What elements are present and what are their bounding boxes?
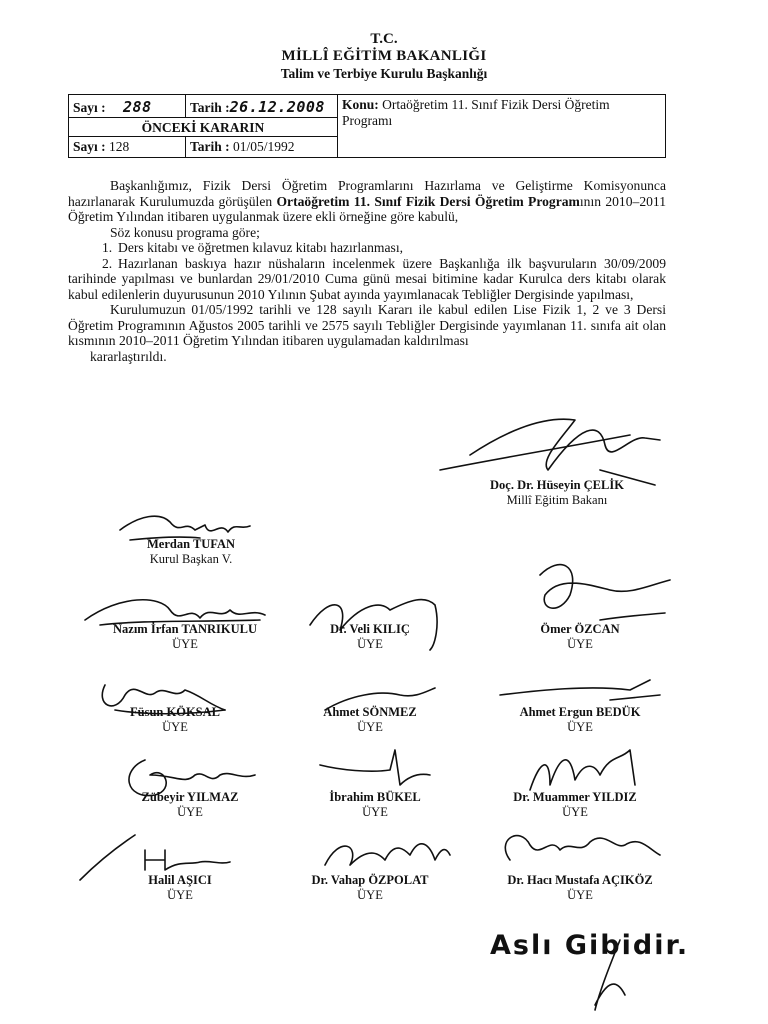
header-ministry: MİLLÎ EĞİTİM BAKANLIĞI bbox=[281, 48, 487, 64]
signatory-sonmez: Ahmet SÖNMEZ ÜYE bbox=[323, 705, 417, 734]
list-item-1: 1. Ders kitabı ve öğretmen kılavuz kitabı hazırlanması, bbox=[102, 240, 403, 255]
signatory-tanrikulu: Nazım İrfan TANRIKULU ÜYE bbox=[113, 622, 257, 651]
prev-sayi-label: Sayı : bbox=[73, 139, 106, 154]
certified-copy-stamp: Aslı Gibidir. bbox=[490, 930, 690, 961]
prev-sayi-cell bbox=[68, 136, 186, 158]
paragraph-3: Kurulumuzun 01/05/1992 tarihli ve 128 sayılı Kararı ile kabul edilen Lise Fizik 1, 2 ve 3 Dersi Öğretim Programının Ağustos 2005 tarihli ve 2575 sayılı Tebliğler Dergisinde yayımlanan 11. sınıfa ait olan kısmının 2010–2011 Öğretim Yılından itibaren uygulamadan kaldırılması bbox=[68, 302, 666, 348]
signatory-yildiz: Dr. Muammer YILDIZ ÜYE bbox=[513, 790, 637, 819]
prev-sayi-value: 128 bbox=[109, 139, 130, 154]
konu-cell bbox=[337, 94, 666, 158]
onceki-kararin-cell bbox=[68, 117, 338, 137]
signatory-ozcan: Ömer ÖZCAN ÜYE bbox=[540, 622, 620, 651]
signatory-koksal: Füsun KÖKSAL ÜYE bbox=[130, 705, 220, 734]
signatory-ozpolat: Dr. Vahap ÖZPOLAT ÜYE bbox=[311, 873, 429, 902]
paragraph-4: kararlaştırıldı. bbox=[90, 348, 167, 364]
header-tc: T.C. bbox=[370, 31, 398, 47]
header-board: Talim ve Terbiye Kurulu Başkanlığı bbox=[280, 66, 488, 81]
prev-tarih-value: 01/05/1992 bbox=[233, 139, 295, 154]
konu-value: Ortaöğretim 11. Sınıf Fizik Dersi Öğretim Programı bbox=[342, 97, 610, 128]
sayi-value: 288 bbox=[123, 98, 152, 116]
signatory-tufan: Merdan TUFAN Kurul Başkan V. bbox=[147, 537, 236, 566]
tarih-label: Tarih : bbox=[190, 100, 230, 115]
paragraph-2: Söz konusu programa göre; bbox=[110, 224, 260, 240]
signature-beduk bbox=[490, 670, 670, 710]
signatory-acikoz: Dr. Hacı Mustafa AÇIKÖZ ÜYE bbox=[507, 873, 653, 902]
signature-bukel bbox=[310, 745, 440, 795]
konu-label: Konu: bbox=[342, 97, 379, 112]
tarih-cell bbox=[185, 94, 338, 118]
list-item-2: 2. Hazırlanan baskıya hazır nüshaların incelenmek üzere Başkanlığa ilk başvuruların 30/09/2009 tarihinde yapılması ve bunlardan 29/01/2010 Cuma günü mesai bitimine kadar Kurulca ders kitabı olarak kabul edilenlerin duyurusunun 2010 Yılının Şubat ayında yayımlanacak Tebliğler Dergisinde yapılması, bbox=[68, 255, 666, 302]
sayi-cell bbox=[68, 94, 186, 118]
signatory-yilmaz: Zübeyir YILMAZ ÜYE bbox=[141, 790, 239, 819]
tarih-value: 26.12.2008 bbox=[229, 98, 325, 116]
sayi-label: Sayı : bbox=[73, 100, 106, 115]
signatory-kilic: Dr. Veli KILIÇ ÜYE bbox=[330, 622, 410, 651]
signatory-asici: Halil AŞICI ÜYE bbox=[148, 873, 212, 902]
signature-acikoz bbox=[490, 820, 670, 880]
signatory-celik: Doç. Dr. Hüseyin ÇELİK Millî Eğitim Bakanı bbox=[490, 478, 624, 507]
prev-tarih-cell bbox=[185, 136, 338, 158]
signatory-beduk: Ahmet Ergun BEDÜK ÜYE bbox=[519, 705, 641, 734]
signature-minister bbox=[430, 400, 670, 490]
paragraph-1: Başkanlığımız, Fizik Dersi Öğretim Programlarını Hazırlama ve Geliştirme Komisyonunca hazırlanarak Kurulumuzda görüşülen Ortaöğretim 11. Sınıf Fizik Dersi Öğretim Programının 2010–2011 Öğretim Yılından itibaren uygulanmak üzere ekli örneğine göre kabulü, bbox=[68, 178, 667, 224]
prev-tarih-label: Tarih : bbox=[190, 139, 230, 154]
signatory-bukel: İbrahim BÜKEL ÜYE bbox=[329, 790, 421, 819]
reference-table bbox=[68, 94, 666, 164]
onceki-kararin-label: ÖNCEKİ KARARIN bbox=[141, 120, 265, 135]
decision-body bbox=[68, 178, 666, 364]
